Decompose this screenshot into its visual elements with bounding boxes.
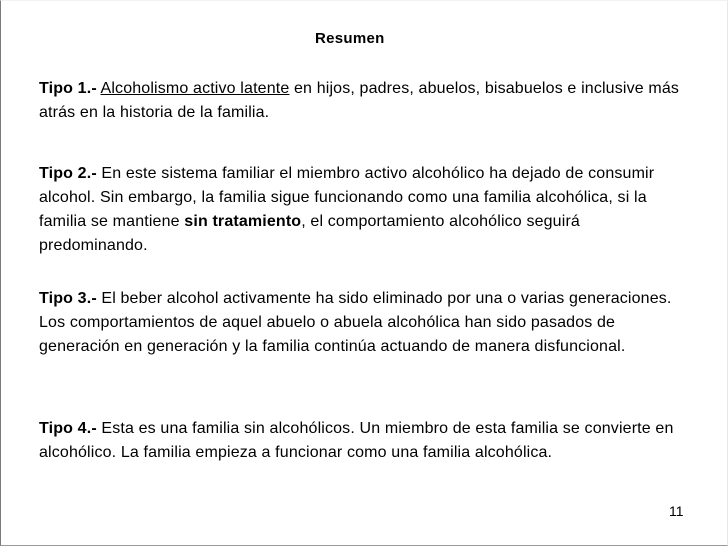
tipo-3-text: El beber alcohol activamente ha sido eliminado por una o varias generaciones. Los comportamientos de aquel abuelo o abuela alcohólica han sido pasados de generación en generación y la familia continúa actuando de manera disfuncional. [39,290,672,355]
page-number: 11 [669,503,684,519]
paragraph-tipo-3 [39,287,689,359]
tipo-2-text-after: , el comportamiento alcohólico seguirá predominando. [39,213,580,254]
tipo-2-bold-term: sin tratamiento [184,213,302,230]
tipo-1-underlined-term: Alcoholismo activo latente [100,80,290,97]
slide-title: Resumen [315,30,385,47]
tipo-4-text: Esta es una familia sin alcohólicos. Un miembro de esta familia se convierte en alcohólico. La familia empieza a funcionar como una familia alcohólica. [39,420,674,461]
tipo-1-text: en hijos, padres, abuelos, bisabuelos e inclusive más atrás en la historia de la familia. [39,80,680,121]
paragraph-tipo-1 [39,77,689,125]
tipo-4-label: Tipo 4.- [39,420,97,437]
paragraph-tipo-4 [39,417,689,465]
tipo-3-label: Tipo 3.- [39,290,97,307]
paragraph-tipo-2 [39,162,689,258]
tipo-2-label: Tipo 2.- [39,165,97,182]
tipo-2-text-before: En este sistema familiar el miembro activo alcohólico ha dejado de consumir alcohol. Sin embargo, la familia sigue funcionando como una familia alcohólica, si la familia se mantiene [39,165,655,230]
tipo-1-label: Tipo 1.- [39,80,97,97]
